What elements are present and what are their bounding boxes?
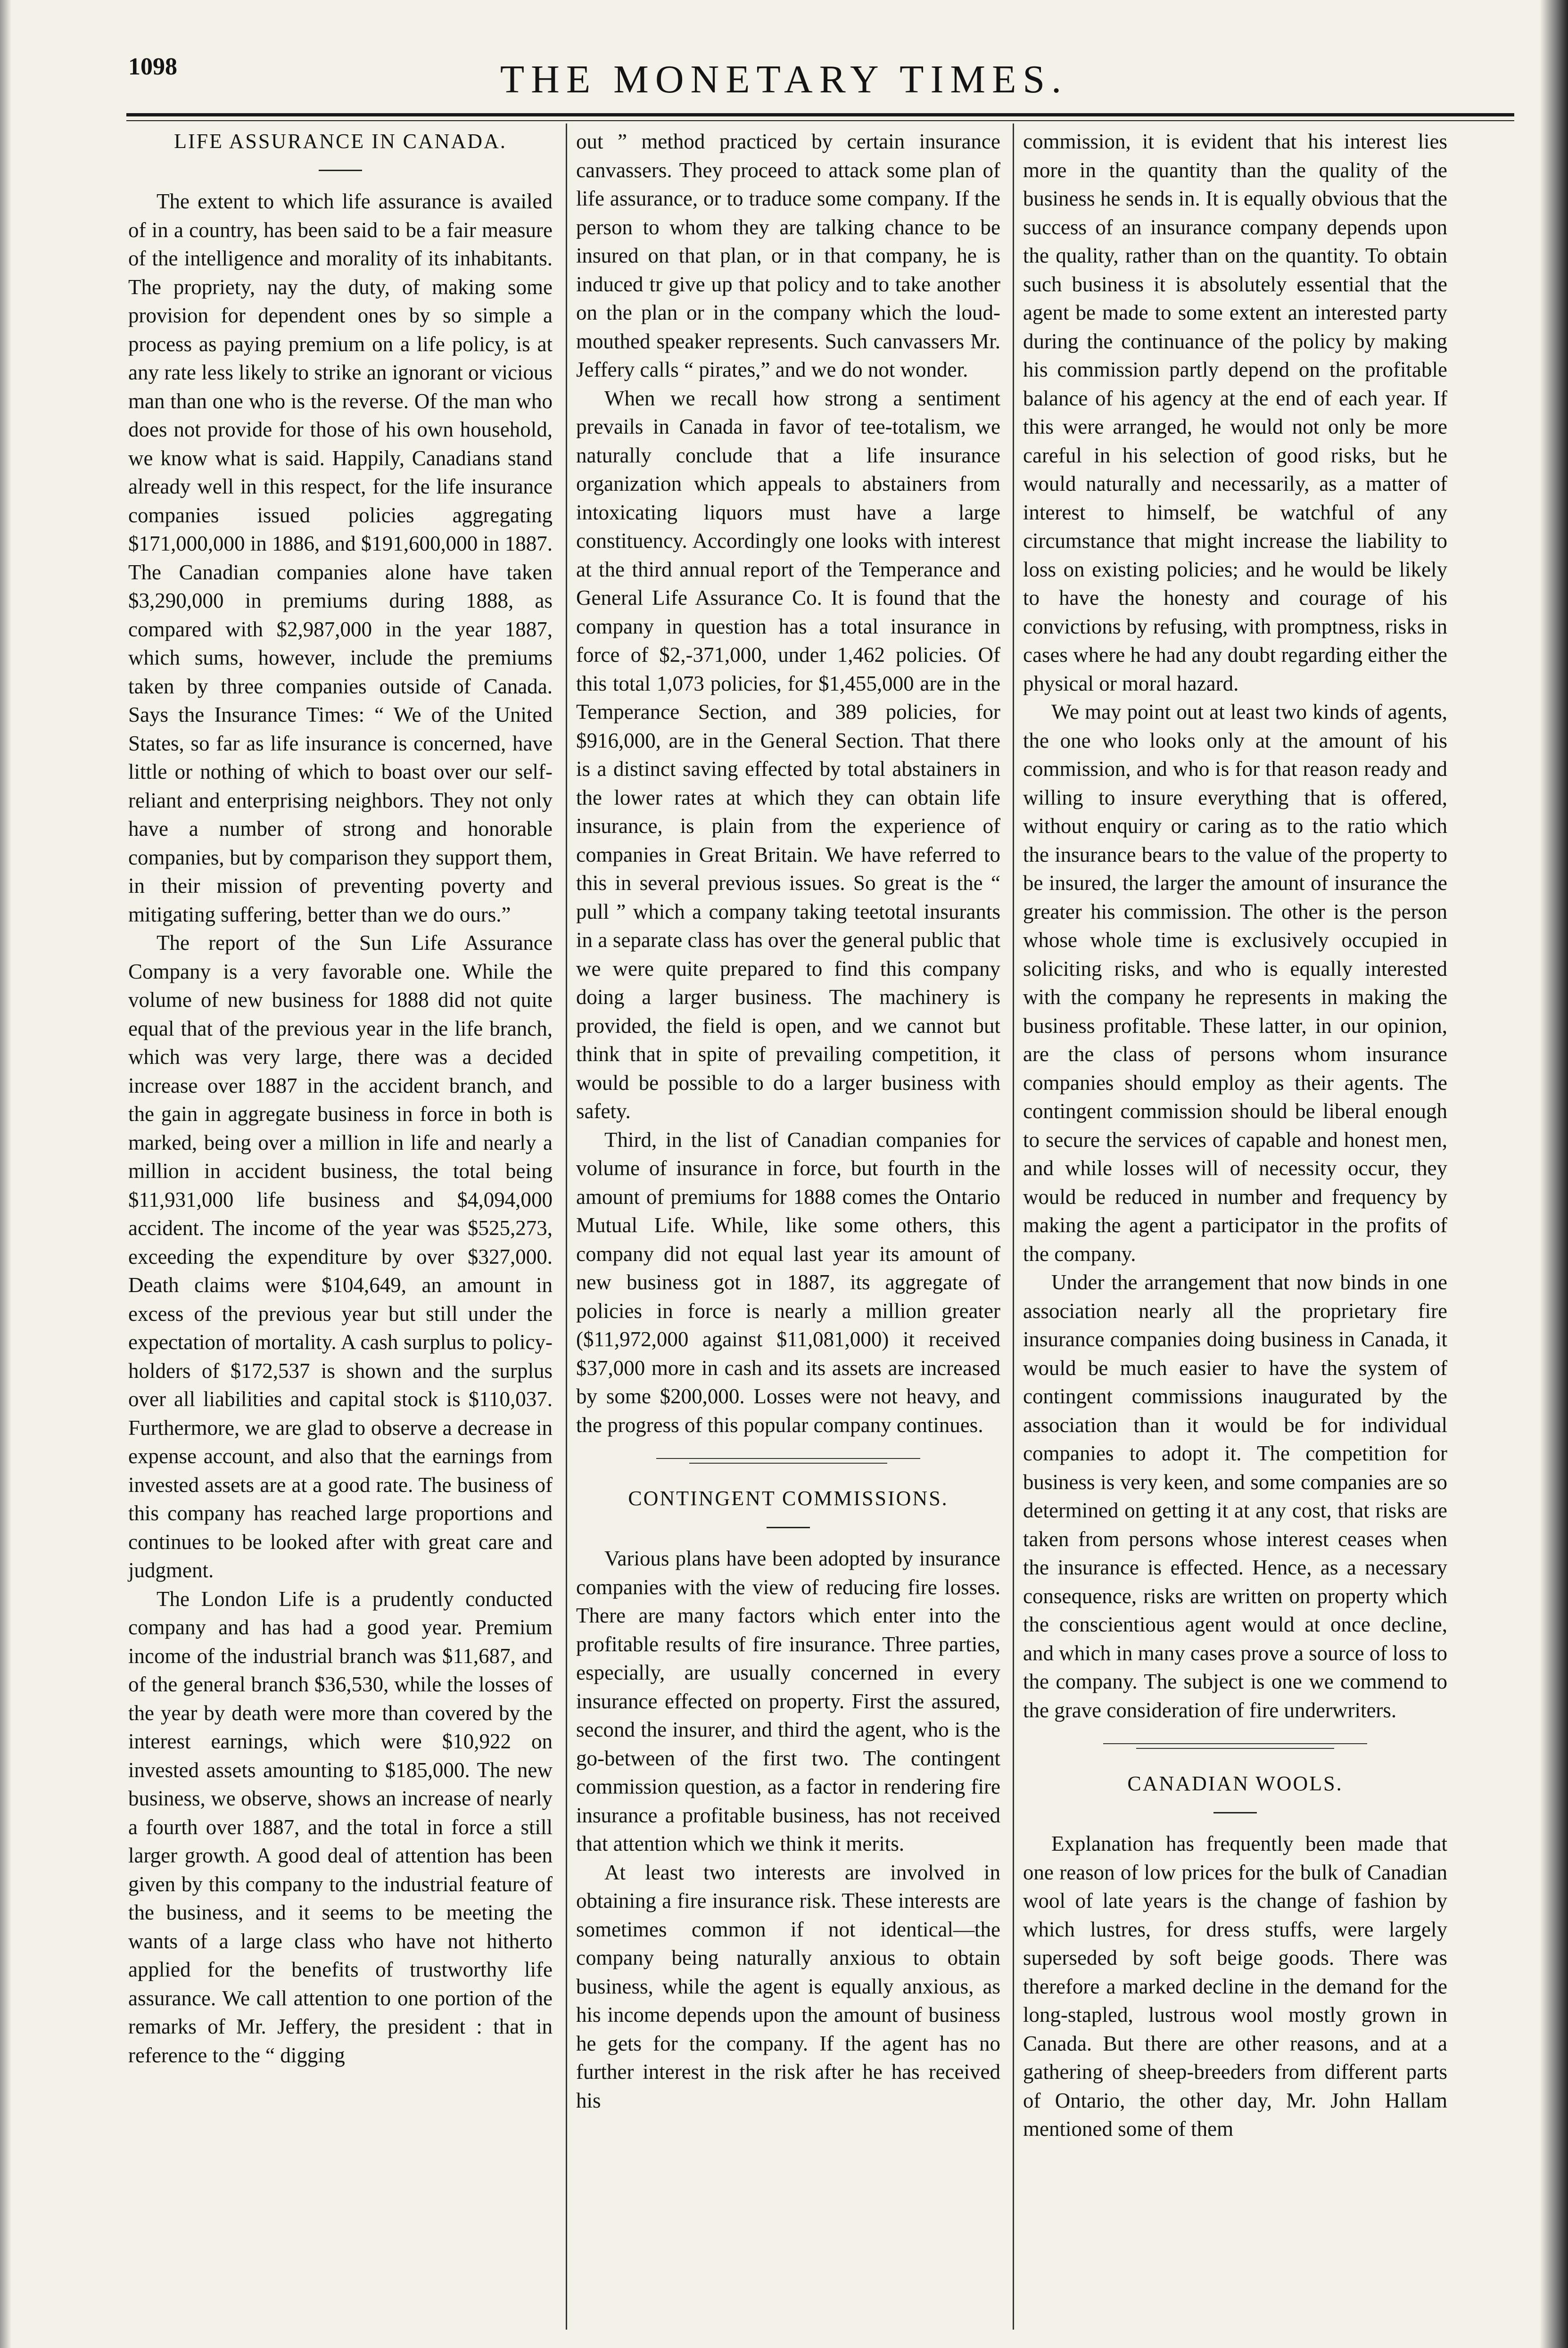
publication-title: THE MONETARY TIMES.: [500, 58, 1068, 101]
page-number: 1098: [128, 53, 177, 80]
page-edge-shadow-right: [1540, 0, 1568, 2348]
header-rule-thick: [126, 113, 1514, 116]
section-separator: [656, 1458, 920, 1464]
page-edge-shadow-left: [0, 0, 11, 2348]
paragraph: We may point out at least two kinds of agents, the one who looks only at the amount of his commission, and who is for that reason ready and willing to insure everything that is offered, without enquiry or caring as to the ratio which the insurance bears to the value of the property to be insured, the larger the amount of insurance the greater his commission. The other is the person whose whole time is exclusively occupied in soliciting risks, and who is equally interested with the company he represents in making the business profitable. These latter, in our opinion, are the class of persons whom insurance companies should employ as their agents. The contingent commission should be liberal enough to secure the services of capable and honest men, and while losses will of necessity occur, they would be reduced in number and frequency by making the agent a participator in the profits of the company.: [1023, 700, 1447, 1266]
section-separator: [1103, 1743, 1367, 1749]
paragraph: commission, it is evident that his interest lies more in the quantity than the quality of the business he sends in. It is equally obvious that the success of an insurance company depends upon the quality, rather than on the quantity. To obtain such business it is absolutely essential that the agent be made to some extent an interested party during the continuance of the policy by making his commission partly depend on the profitable balance of his agency at the end of each year. If this were arranged, he would not only be more careful in his selection of good risks, but he would naturally and necessarily, as a matter of interest to himself, be watchful of any circumstance that might increase the liability to loss on existing policies; and he would be likely to have the honesty and courage of his convictions by refusing, with promptness, risks in cases where he had any doubt regarding either the physical or moral hazard.: [1023, 130, 1447, 695]
paragraph: out ” method practiced by certain insurance canvassers. They proceed to attack some plan of life assurance, or to traduce some company. If the person to whom they are talking chance to be insured on that plan, or in that company, he is induced tr give up that policy and to take another on the plan or in the company which the loud-mouthed speaker represents. Such canvassers Mr. Jeffery calls “ pirates,” and we do not wonder.: [576, 130, 1000, 381]
paragraph: Various plans have been adopted by insurance companies with the view of reducing fire losses. There are many factors which enter into the profitable results of fire insurance. Three parties, especially, are usually concerned in every insurance effected on property. First the assured, second the insurer, and third the agent, who is the go-between of the first two. The contingent commission question, as a factor in rendering fire insurance a profitable business, has not received that attention which we think it merits.: [576, 1547, 1000, 1855]
paragraph: Third, in the list of Canadian companies for volume of insurance in force, but fourth in the amount of premiums for 1888 comes the Ontario Mutual Life. While, like some others, this company did not equal last year its amount of new business got in 1887, its aggregate of policies in force is nearly a million greater ($11,972,000 against $11,081,000) it received $37,000 more in cash and its assets are increased by some $200,000. Losses were not heavy, and the progress of this popular company continues.: [576, 1128, 1000, 1437]
title-rule: [319, 170, 362, 171]
header-rule-thin: [126, 120, 1514, 121]
paragraph: At least two interests are involved in obtaining a fire insurance risk. These interests are sometimes common if not identical—the company being naturally anxious to obtain business, while the agent is equally anxious, as his income depends upon the amount of business he gets for the company. If the agent has no further interest in the risk after he has received his: [576, 1860, 1000, 2112]
article-title-canadian-wools: CANADIAN WOOLS.: [1127, 1772, 1343, 1795]
article-title-life-assurance: LIFE ASSURANCE IN CANADA.: [174, 130, 507, 153]
paragraph: The London Life is a prudently conducted company and has had a good year. Premium income of the industrial branch was $11,687, and of the general branch $36,530, while the losses of the year by death were more than covered by the interest earnings, which were $10,922 on invested assets amounting to $185,000. The new business, we observe, shows an increase of nearly a fourth over 1887, and the total in force a still larger growth. A good deal of attention has been given by this company to the industrial feature of the business, and it seems to be meeting the wants of a large class who have not hitherto applied for the benefits of trustworthy life assurance. We call attention to one portion of the remarks of Mr. Jeffery, the president : that in reference to the “ digging: [128, 1587, 553, 2067]
paragraph: When we recall how strong a sentiment prevails in Canada in favor of tee-totalism, we naturally conclude that a life insurance organization which appeals to abstainers from intoxicating liquors must have a large constituency. Accordingly one looks with interest at the third annual report of the Temperance and General Life Assurance Co. It is found that the company in question has a total insurance in force of $2,-371,000, under 1,462 policies. Of this total 1,073 policies, for $1,455,000 are in the Temperance Section, and 389 policies, for $916,000, are in the General Section. That there is a distinct saving effected by total abstainers in the lower rates at which they can obtain life insurance, is plain from the experience of companies in Great Britain. We have referred to this in several previous issues. So great is the “ pull ” which a company taking teetotal insurants in a separate class has over the general public that we were quite prepared to find this company doing a larger business. The machinery is provided, the field is open, and we cannot but think that in spite of prevailing competition, it would be possible to do a larger business with safety.: [576, 386, 1000, 1123]
paragraph: The report of the Sun Life Assurance Company is a very favorable one. While the volume of new business for 1888 did not quite equal that of the previous year in the life branch, which was very large, there was a decided increase over 1887 in the accident branch, and the gain in aggregate business in force in both is marked, being over a million in life and nearly a million in accident business, the total being $11,931,000 life business and $4,094,000 accident. The income of the year was $525,273, exceeding the expenditure by over $327,000. Death claims were $104,649, an amount in excess of the previous year but still under the expectation of mortality. A cash surplus to policy-holders of $172,537 is shown and the surplus over all liabilities and capital stock is $110,037. Furthermore, we are glad to observe a decrease in expense account, and also that the earnings from invested assets are at a good rate. The business of this company has reached large proportions and continues to be looked after with great care and judgment.: [128, 931, 553, 1582]
column-1: [128, 127, 553, 2069]
paragraph: Under the arrangement that now binds in one association nearly all the proprietary fire insurance companies doing business in Canada, it would be much easier to have the system of contingent commissions inaugurated by the association than it would be for individual companies to adopt it. The competition for business is very keen, and some companies are so determined on getting it at any cost, that risks are taken from persons whose interest ceases when the insurance is effected. Hence, as a necessary consequence, risks are written on property which the conscientious agent would at once decline, and which in many cases prove a source of loss to the company. The subject is one we commend to the grave consideration of fire underwriters.: [1023, 1270, 1447, 1722]
title-rule: [767, 1527, 810, 1528]
column-divider: [1013, 124, 1014, 2330]
paragraph: The extent to which life assurance is availed of in a country, has been said to be a fair measure of the intelligence and morality of its inhabitants. The propriety, nay the duty, of making some provision for dependent ones by so simple a process as paying premium on a life policy, is at any rate less likely to strike an ignorant or vicious man than one who is the reverse. Of the man who does not provide for those of his own household, we know what is said. Happily, Canadians stand already well in this respect, for the life insurance companies issued policies aggregating $171,000,000 in 1886, and $191,600,000 in 1887. The Canadian companies alone have taken $3,290,000 in premiums during 1888, as compared with $2,987,000 in the year 1887, which sums, however, include the premiums taken by three companies outside of Canada. Says the Insurance Times: “ We of the United States, so far as life insurance is concerned, have little or nothing of which to boast over our self-reliant and enterprising neighbors. They not only have a number of strong and honorable companies, but by comparison they support them, in their mission of preventing poverty and mitigating suffering, better than we do ours.”: [128, 189, 553, 926]
paragraph: Explanation has frequently been made that one reason of low prices for the bulk of Canadian wool of late years is the change of fashion by which lustres, for dress stuffs, were largely superseded by soft beige goods. There was therefore a marked decline in the demand for the long-stapled, lustrous wool mostly grown in Canada. But there are other reasons, and at a gathering of sheep-breeders from different parts of Ontario, the other day, Mr. John Hallam mentioned some of them: [1023, 1832, 1447, 2141]
column-2: [576, 127, 1000, 2115]
column-3: [1023, 127, 1447, 2143]
title-rule: [1213, 1812, 1257, 1813]
column-divider: [566, 124, 567, 2330]
article-title-contingent-commissions: CONTINGENT COMMISSIONS.: [628, 1487, 949, 1510]
